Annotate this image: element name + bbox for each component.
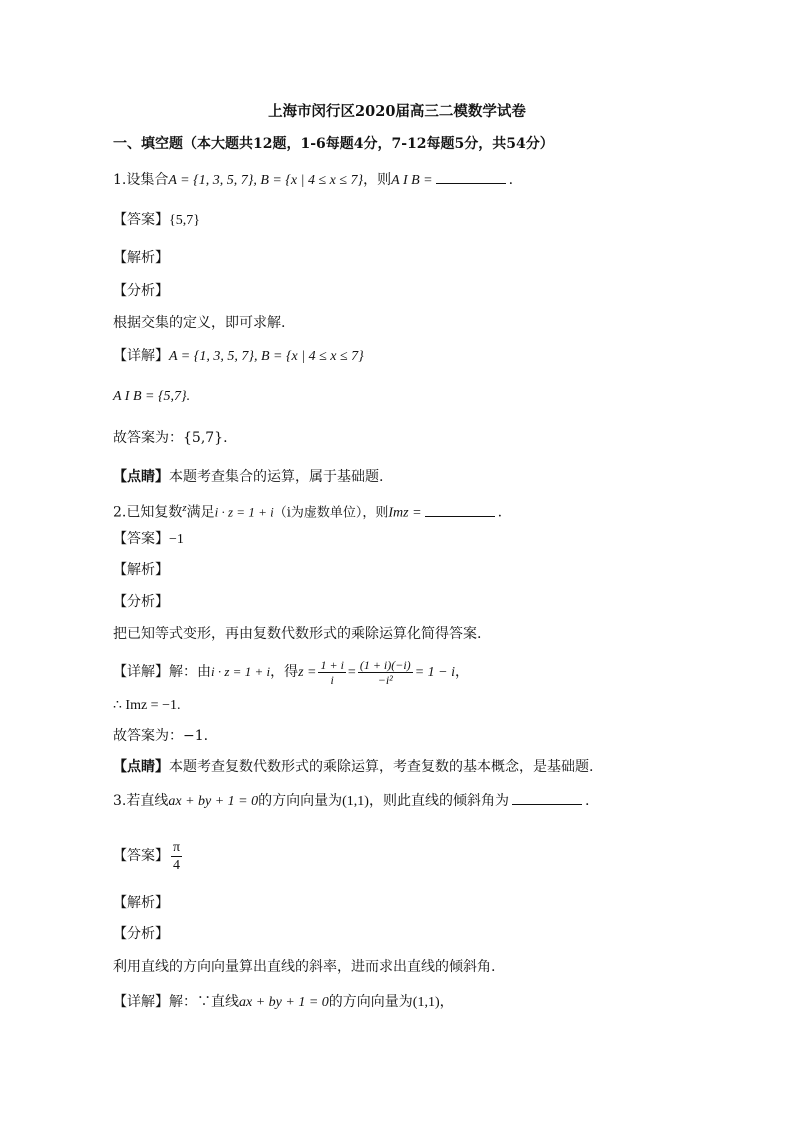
q2-detail-eq: i · z = 1 + i <box>211 664 271 679</box>
q2-answer-value: −1 <box>169 532 184 547</box>
q2-fraction-2 <box>358 658 413 687</box>
q1-dianjing <box>113 467 383 487</box>
q2-detail <box>113 656 469 689</box>
q1-detail-label: 【详解】 <box>113 348 169 364</box>
q2-detail-label: 【详解】 <box>113 664 169 680</box>
q2-answer-blank[interactable] <box>425 504 495 517</box>
q1-result <box>113 386 190 407</box>
q3-ans-den: 4 <box>173 857 181 873</box>
q1-detail-sets: A = {1, 3, 5, 7}, B = {x | 4 ≤ x ≤ 7} <box>169 349 364 364</box>
q3-answer <box>113 836 184 876</box>
q3-prefix: 3.若直线 <box>113 793 169 809</box>
q3-answer-fraction <box>171 839 182 874</box>
q2-fraction-1 <box>318 658 345 687</box>
q3-detail-b: 的方向向量为 <box>328 994 413 1010</box>
question-1 <box>113 170 513 191</box>
q2-detail-c: ， <box>454 664 469 680</box>
q1-detail <box>113 346 364 367</box>
q1-answer <box>113 210 200 231</box>
q1-fenxi: 【分析】 <box>113 283 169 299</box>
q1-end: . <box>508 172 514 188</box>
q2-therefore-expr: ∴ Imz = −1. <box>113 698 181 713</box>
q3-tail: ，则此直线的倾斜角为 <box>368 793 509 809</box>
q2-eq-sign: = <box>347 665 356 680</box>
q2-detail-z: z = <box>298 665 317 680</box>
q2-analysis: 把已知等式变形，再由复数代数形式的乘除运算化简得答案. <box>113 626 482 642</box>
q3-eq: ax + by + 1 = 0 <box>168 794 259 809</box>
q3-end: . <box>584 793 590 809</box>
paper-title: 上海市闵行区2020届高三二模数学试卷 <box>268 103 526 120</box>
q2-dianjing <box>113 757 593 777</box>
q2-detail-a: 解：由 <box>169 664 211 680</box>
section-heading: 一、填空题（本大题共12题，1-6每题4分，7-12每题5分，共54分） <box>113 136 554 152</box>
q2-mid2: （i为虚数单位），则 <box>273 505 389 521</box>
q3-detail <box>113 992 454 1013</box>
question-2 <box>113 498 502 524</box>
q3-answer-blank[interactable] <box>512 792 582 805</box>
q1-analysis: 根据交集的定义，即可求解. <box>113 315 286 331</box>
q3-detail-a: 解：∵直线 <box>169 994 239 1010</box>
q1-expr: A I B = <box>391 173 433 188</box>
q3-detail-eq: ax + by + 1 = 0 <box>239 995 329 1010</box>
q1-jiexi: 【解析】 <box>113 250 169 266</box>
q1-mid: ，则 <box>363 172 392 188</box>
q3-ans-num: π <box>173 839 181 855</box>
q2-answer <box>113 529 184 550</box>
q3-jiexi: 【解析】 <box>113 895 169 911</box>
q2-fenxi: 【分析】 <box>113 594 169 610</box>
q2-dianjing-text: 本题考查复数代数形式的乘除运算，考查复数的基本概念，是基础题. <box>169 759 594 775</box>
q2-end: . <box>497 504 503 521</box>
q1-answer-value: {5,7} <box>169 213 200 228</box>
q1-set-b: , B = {x | 4 ≤ x ≤ 7} <box>253 173 364 188</box>
q2-frac2-num: (1 + i)(−i) <box>359 657 411 672</box>
q1-set-a: A = {1, 3, 5, 7} <box>168 173 254 188</box>
q2-jiexi: 【解析】 <box>113 562 169 578</box>
q1-conclusion: 故答案为：{5,7}. <box>113 430 228 446</box>
q3-mid: 的方向向量为 <box>258 793 343 809</box>
q3-detail-label: 【详解】 <box>113 994 169 1010</box>
q2-frac1-num: 1 + i <box>320 657 344 672</box>
q1-answer-label: 【答案】 <box>113 212 169 228</box>
q2-frac1-den: i <box>330 672 334 687</box>
q2-therefore <box>113 695 180 716</box>
q3-fenxi: 【分析】 <box>113 926 169 942</box>
q3-analysis: 利用直线的方向向量算出直线的斜率，进而求出直线的倾斜角. <box>113 959 496 975</box>
q3-answer-label: 【答案】 <box>113 848 169 864</box>
q3-vec: (1,1) <box>342 794 369 809</box>
q2-eq: i · z = 1 + i <box>214 504 274 520</box>
q1-dianjing-text: 本题考查集合的运算，属于基础题. <box>169 469 384 485</box>
q2-z: z <box>182 502 187 514</box>
q1-answer-blank[interactable] <box>436 171 506 184</box>
q2-mid1: 满足 <box>186 504 215 521</box>
q2-prefix: 2.已知复数 <box>113 504 183 521</box>
q1-dianjing-label: 【点睛】 <box>113 469 169 485</box>
question-3 <box>113 791 589 812</box>
q2-conclusion: 故答案为：−1. <box>113 728 209 744</box>
q2-answer-label: 【答案】 <box>113 531 169 547</box>
q2-detail-tail: = 1 − i <box>414 665 455 680</box>
q2-expr: Imz = <box>388 505 422 521</box>
q3-detail-vec: (1,1) <box>412 995 440 1010</box>
q1-prefix: 1.设集合 <box>113 172 169 188</box>
q2-frac2-den: −i² <box>377 672 393 687</box>
q3-detail-c: ， <box>439 994 454 1010</box>
q2-dianjing-label: 【点睛】 <box>113 759 169 775</box>
q1-result-expr: A I B = {5,7}. <box>113 389 191 404</box>
q2-detail-b: ，得 <box>270 664 299 680</box>
